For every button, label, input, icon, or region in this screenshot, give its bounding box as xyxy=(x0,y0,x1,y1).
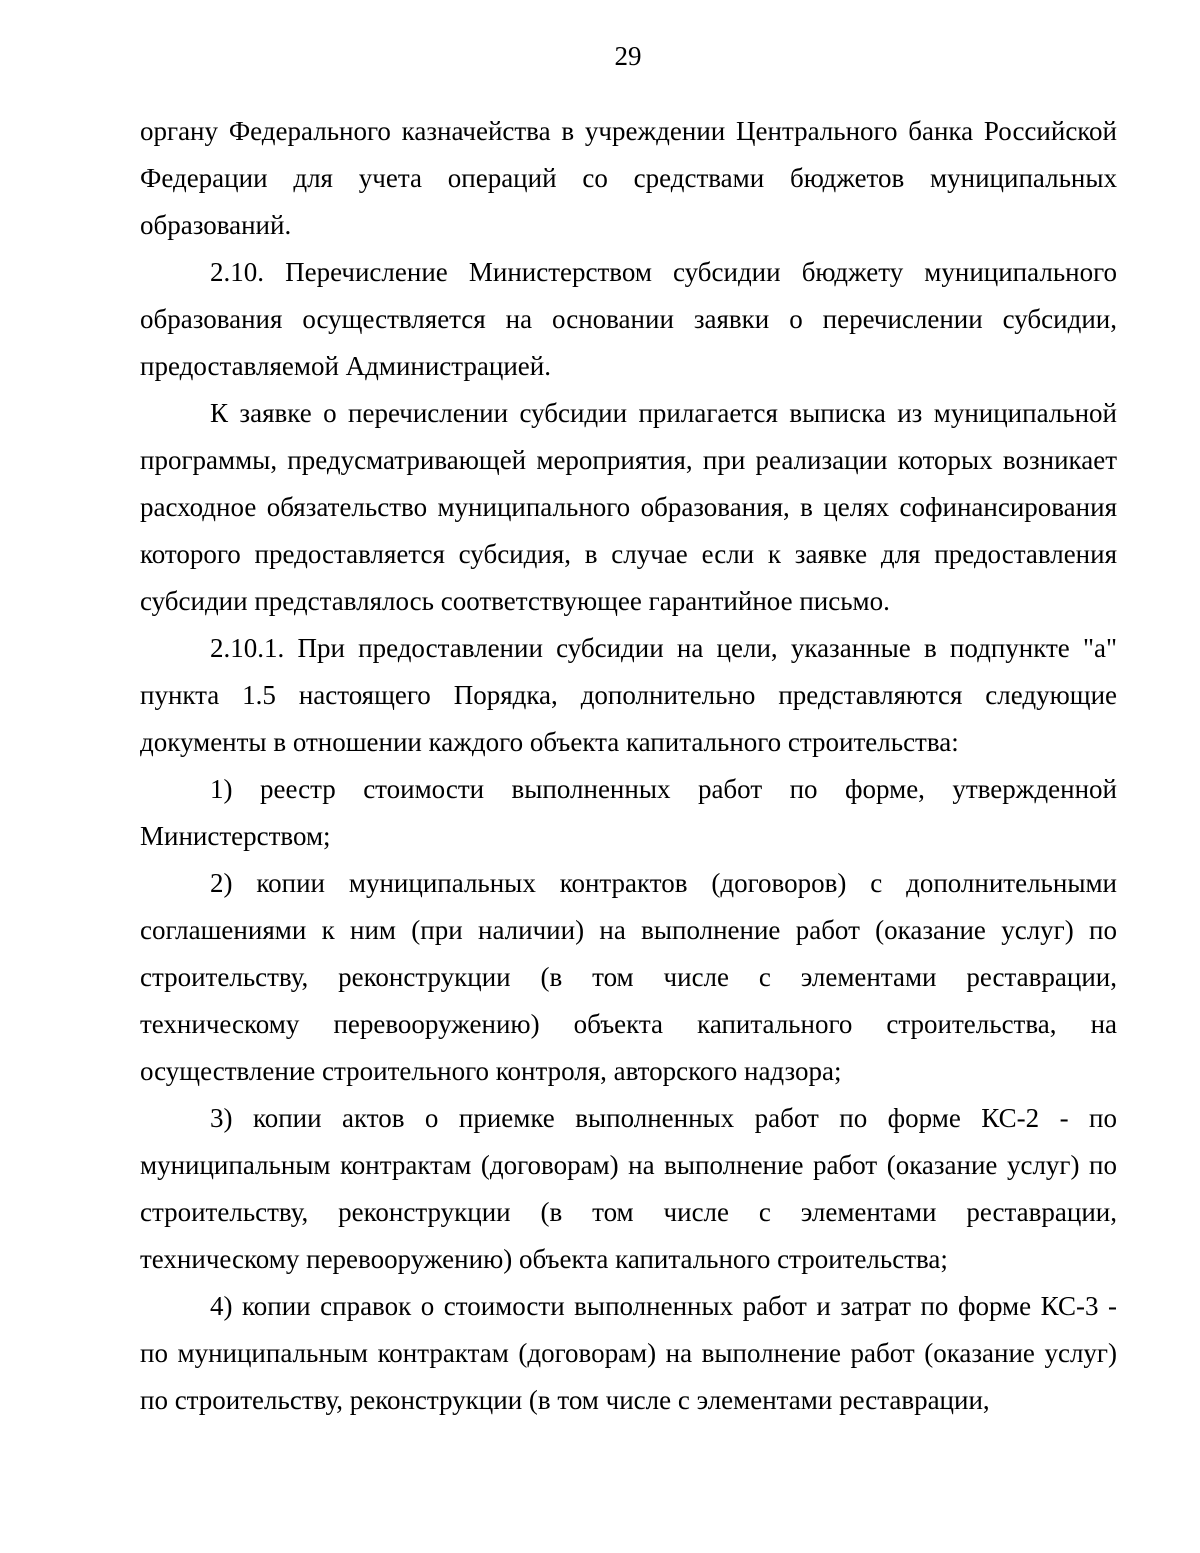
paragraph-continuation: органу Федерального казначейства в учреждении Центрального банка Российской Федерации для учета операций со средствами бюджетов муниципальных образований. xyxy=(140,116,1117,240)
list-item-4: 4) копии справок о стоимости выполненных работ и затрат по форме КС-3 - по муниципальным контрактам (договорам) на выполнение работ (оказание услуг) по строительству, реконструкции (в том числе с элементами реставрации, xyxy=(140,1291,1117,1415)
list-item-2: 2) копии муниципальных контрактов (договоров) с дополнительными соглашениями к ним (при наличии) на выполнение работ (оказание услуг) по строительству, реконструкции (в том числе с элементами реставрации, техническому перевооружению) объекта капитального строительства, на осуществление строительного контроля, авторского надзора; xyxy=(140,868,1117,1086)
paragraph-2-10: 2.10. Перечисление Министерством субсидии бюджету муниципального образования осуществляется на основании заявки о перечислении субсидии, предоставляемой Администрацией. xyxy=(140,257,1117,381)
document-body xyxy=(140,108,1117,1424)
page-number: 29 xyxy=(614,41,642,71)
paragraph-2-10-1: 2.10.1. При предоставлении субсидии на цели, указанные в подпункте "а" пункта 1.5 настоящего Порядка, дополнительно представляются следующие документы в отношении каждого объекта капитального строительства: xyxy=(140,633,1117,757)
paragraph-application-attachment: К заявке о перечислении субсидии прилагается выписка из муниципальной программы, предусматривающей мероприятия, при реализации которых возникает расходное обязательство муниципального образования, в целях софинансирования которого предоставляется субсидия, в случае если к заявке для предоставления субсидии представлялось соответствующее гарантийное письмо. xyxy=(140,398,1117,616)
list-item-3: 3) копии актов о приемке выполненных работ по форме КС-2 - по муниципальным контрактам (договорам) на выполнение работ (оказание услуг) по строительству, реконструкции (в том числе с элементами реставрации, техническому перевооружению) объекта капитального строительства; xyxy=(140,1103,1117,1274)
list-item-1: 1) реестр стоимости выполненных работ по форме, утвержденной Министерством; xyxy=(140,774,1117,851)
